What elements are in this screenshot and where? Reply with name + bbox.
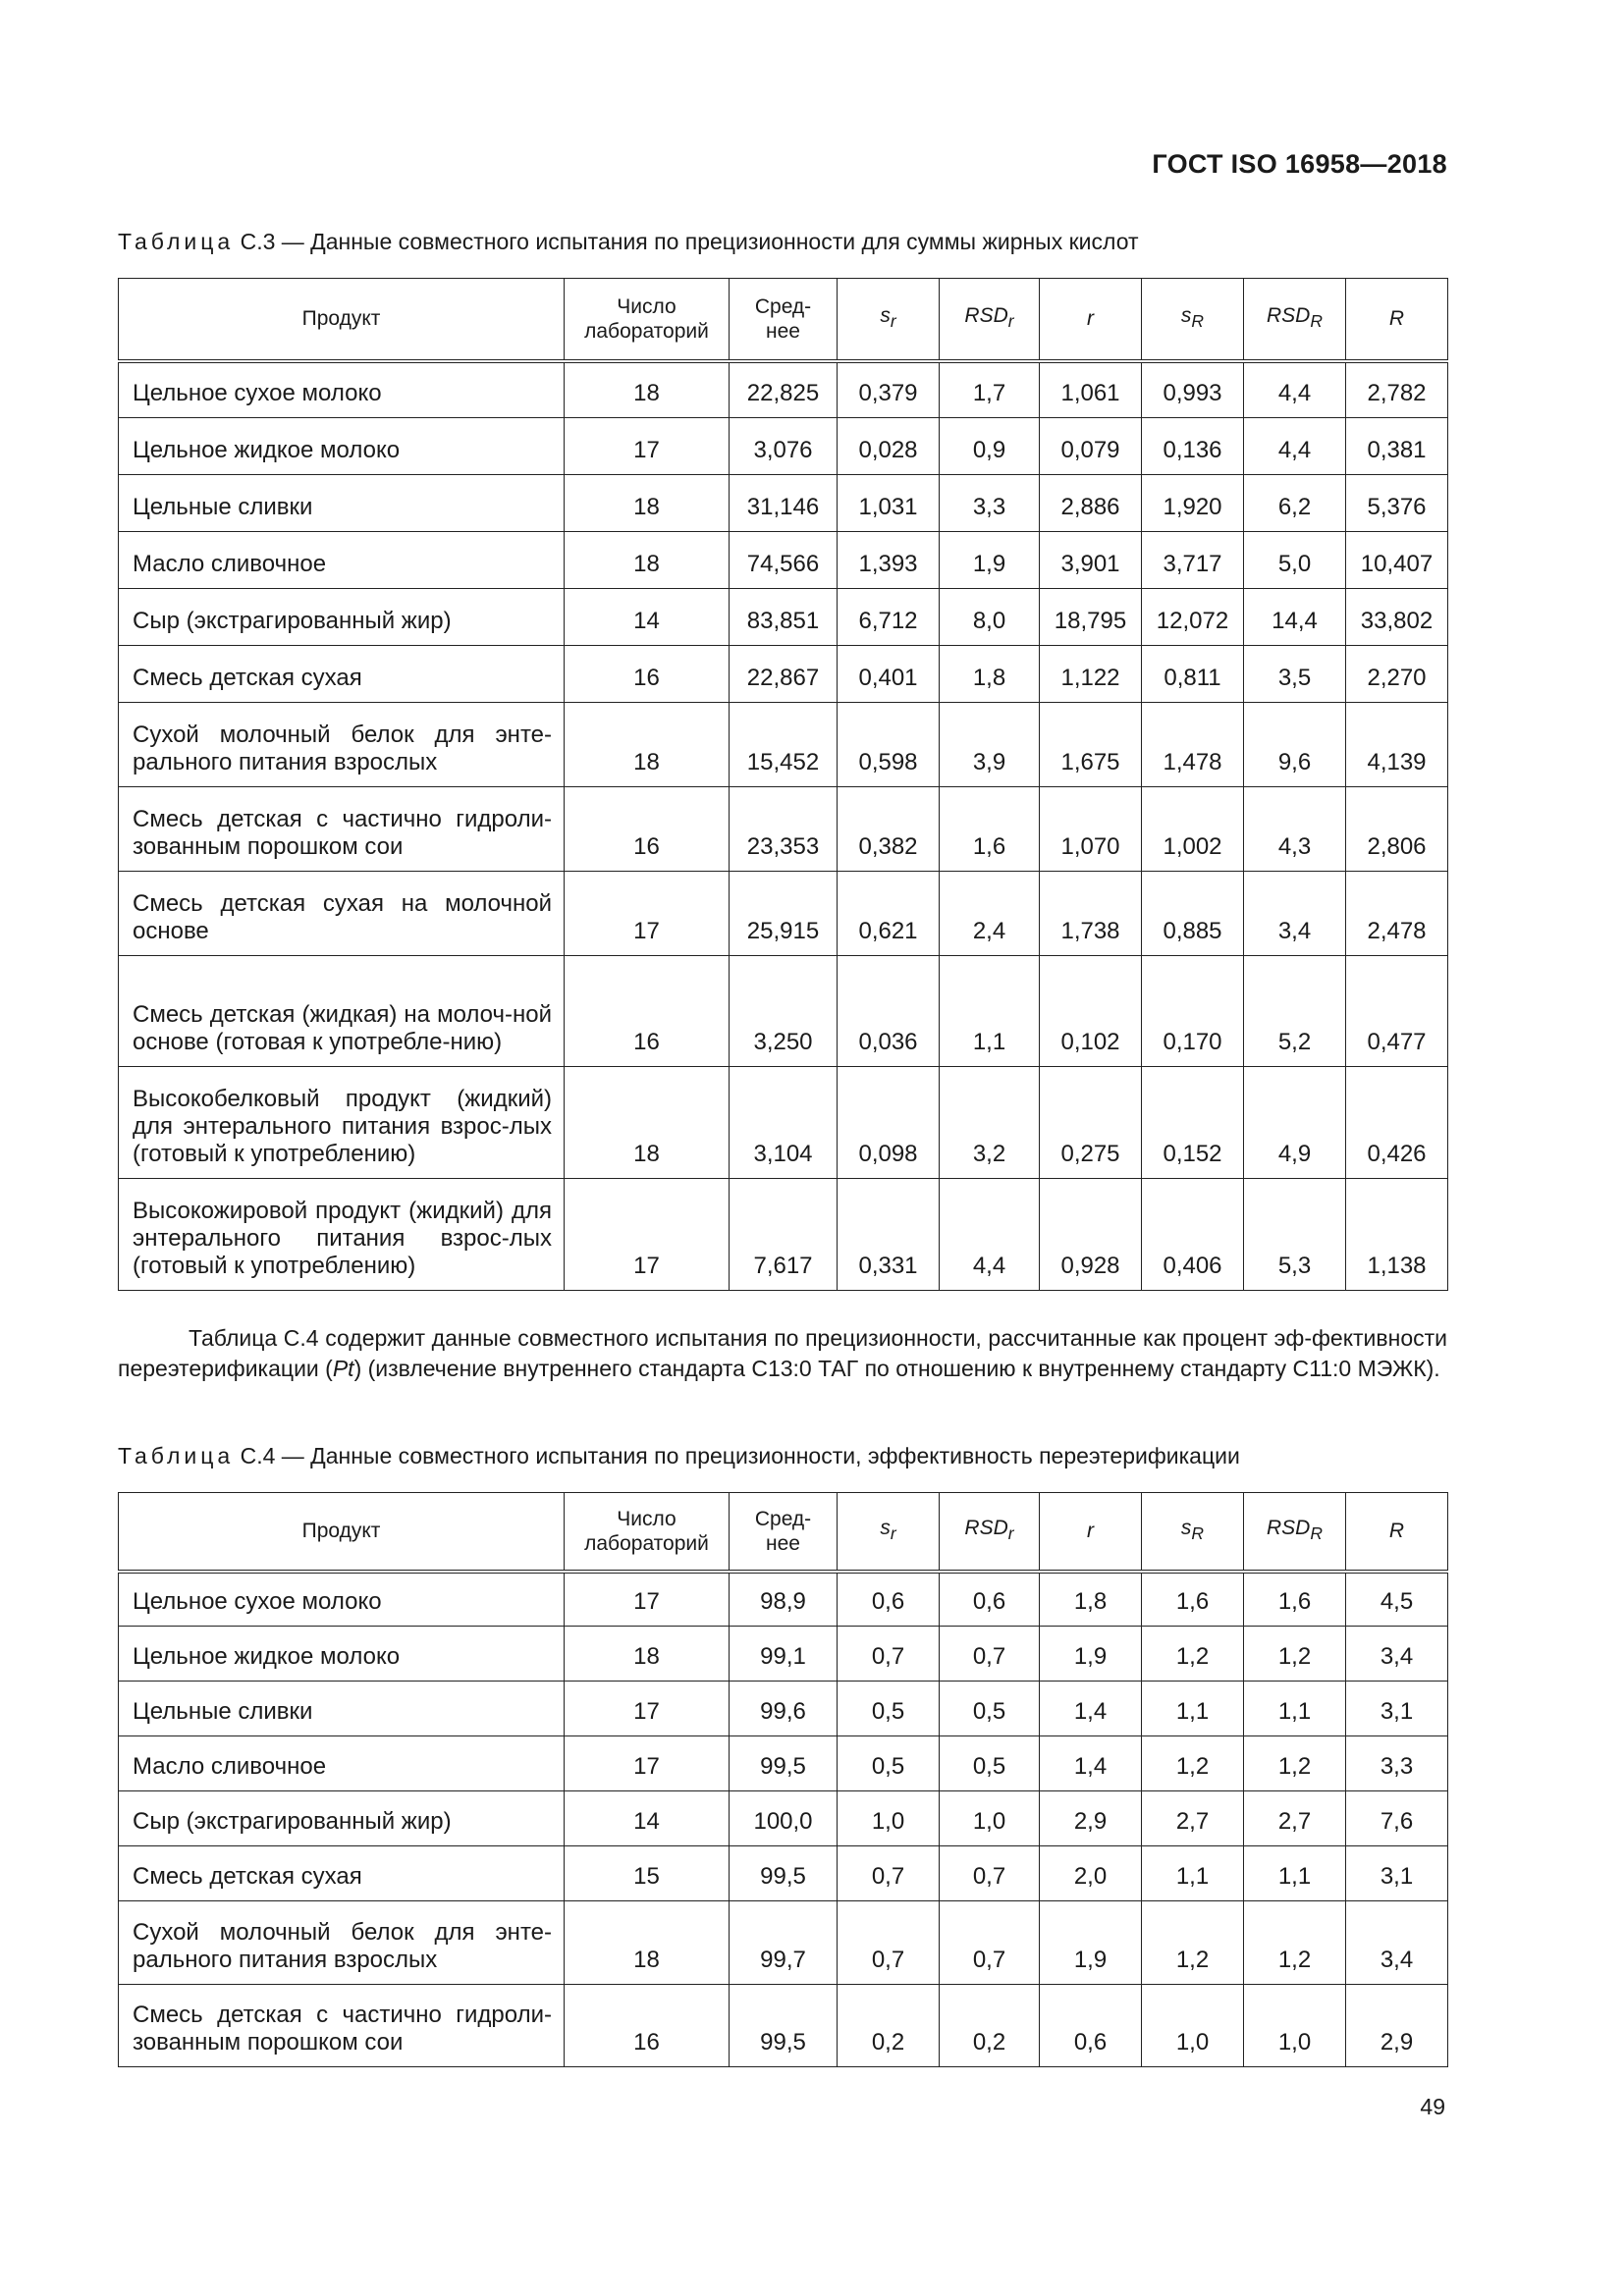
cell-sr: 1,0 <box>838 1791 940 1846</box>
table-row <box>119 1791 1448 1846</box>
cell-r: 1,9 <box>1040 1901 1142 1985</box>
cell-mean: 3,104 <box>730 1067 838 1179</box>
table-row <box>119 872 1448 956</box>
cell-mean: 99,5 <box>730 1985 838 2067</box>
cell-sr: 1,031 <box>838 475 940 532</box>
cell-r: 2,270 <box>1346 646 1448 703</box>
cell-mean: 99,5 <box>730 1846 838 1901</box>
col-header-rsdr: $RSD_r$ <box>940 279 1040 361</box>
cell-mean: 99,6 <box>730 1682 838 1736</box>
cell-r: 2,886 <box>1040 475 1142 532</box>
table-c3-caption-text: С.3 — Данные совместного испытания по прецизионности для суммы жирных кислот <box>234 229 1139 254</box>
table-row <box>119 1682 1448 1736</box>
cell-sr: 0,382 <box>838 787 940 872</box>
cell-rsdr: 5,2 <box>1244 956 1346 1067</box>
table-c4-caption-label: Таблица <box>118 1443 235 1468</box>
cell-sr: 1,1 <box>1142 1846 1244 1901</box>
table-row <box>119 956 1448 1067</box>
cell-labs: 17 <box>565 418 730 475</box>
cell-labs: 18 <box>565 361 730 418</box>
cell-labs: 18 <box>565 532 730 589</box>
cell-r: 2,806 <box>1346 787 1448 872</box>
cell-r: 2,9 <box>1040 1791 1142 1846</box>
table-row <box>119 532 1448 589</box>
cell-rsdr: 1,8 <box>940 646 1040 703</box>
cell-r: 10,407 <box>1346 532 1448 589</box>
cell-sr: 0,6 <box>838 1572 940 1627</box>
cell-product: Масло сливочное <box>119 532 565 589</box>
cell-product: Смесь детская сухая <box>119 646 565 703</box>
cell-r: 4,5 <box>1346 1572 1448 1627</box>
cell-r: 1,8 <box>1040 1572 1142 1627</box>
table-row <box>119 1901 1448 1985</box>
cell-sr: 1,920 <box>1142 475 1244 532</box>
cell-mean: 3,250 <box>730 956 838 1067</box>
cell-product: Смесь детская сухая на молочной основе <box>119 872 565 956</box>
cell-sr: 0,036 <box>838 956 940 1067</box>
cell-rsdr: 1,7 <box>940 361 1040 418</box>
cell-sr: 0,7 <box>838 1901 940 1985</box>
paragraph-text-before: Таблица С.4 содержит данные совместного испытания по прецизионности, рассчитанные как процент эф-фективности переэтерификации ( <box>118 1325 1447 1381</box>
cell-mean: 99,7 <box>730 1901 838 1985</box>
cell-rsdr: 1,0 <box>940 1791 1040 1846</box>
cell-product: Масло сливочное <box>119 1736 565 1791</box>
col-header-sr: $s_r$ <box>838 279 940 361</box>
table-row <box>119 589 1448 646</box>
cell-rsdr: 1,2 <box>1244 1736 1346 1791</box>
cell-r: 3,1 <box>1346 1846 1448 1901</box>
cell-labs: 18 <box>565 1901 730 1985</box>
cell-rsdr: 0,7 <box>940 1901 1040 1985</box>
cell-sr: 1,478 <box>1142 703 1244 787</box>
cell-r: 5,376 <box>1346 475 1448 532</box>
cell-labs: 16 <box>565 646 730 703</box>
col-header-mean: Сред- нее <box>730 1493 838 1572</box>
cell-labs: 18 <box>565 703 730 787</box>
cell-product: Цельное сухое молоко <box>119 1572 565 1627</box>
cell-product: Цельные сливки <box>119 1682 565 1736</box>
cell-mean: 83,851 <box>730 589 838 646</box>
cell-r: 1,061 <box>1040 361 1142 418</box>
cell-sr: 1,2 <box>1142 1627 1244 1682</box>
cell-sr: 12,072 <box>1142 589 1244 646</box>
cell-rsdr: 0,2 <box>940 1985 1040 2067</box>
cell-r: 3,3 <box>1346 1736 1448 1791</box>
cell-rsdr: 1,1 <box>1244 1682 1346 1736</box>
cell-sr: 6,712 <box>838 589 940 646</box>
cell-product: Цельное жидкое молоко <box>119 418 565 475</box>
cell-sr: 0,885 <box>1142 872 1244 956</box>
col-header-labs: Число лабораторий <box>565 279 730 361</box>
col-header-product: Продукт <box>119 1493 565 1572</box>
cell-product: Цельное жидкое молоко <box>119 1627 565 1682</box>
table-row <box>119 1179 1448 1291</box>
cell-product: Цельные сливки <box>119 475 565 532</box>
cell-sr: 0,7 <box>838 1846 940 1901</box>
col-header-r: r <box>1040 1493 1142 1572</box>
cell-sr: 0,401 <box>838 646 940 703</box>
table-row <box>119 1846 1448 1901</box>
col-header-rsdR: $RSD_R$ <box>1244 1493 1346 1572</box>
cell-sr: 0,028 <box>838 418 940 475</box>
table-row <box>119 1067 1448 1179</box>
cell-r: 2,782 <box>1346 361 1448 418</box>
cell-r: 1,122 <box>1040 646 1142 703</box>
cell-mean: 100,0 <box>730 1791 838 1846</box>
table-c4-header-row <box>119 1493 1448 1572</box>
cell-r: 2,9 <box>1346 1985 1448 2067</box>
cell-rsdr: 6,2 <box>1244 475 1346 532</box>
cell-r: 0,426 <box>1346 1067 1448 1179</box>
cell-sr: 0,5 <box>838 1736 940 1791</box>
cell-rsdr: 14,4 <box>1244 589 1346 646</box>
cell-rsdr: 3,5 <box>1244 646 1346 703</box>
cell-mean: 22,867 <box>730 646 838 703</box>
cell-sr: 0,598 <box>838 703 940 787</box>
cell-sr: 0,5 <box>838 1682 940 1736</box>
table-c3-header-row <box>119 279 1448 361</box>
cell-labs: 15 <box>565 1846 730 1901</box>
page-number: 49 <box>1420 2094 1445 2119</box>
cell-sr: 1,1 <box>1142 1682 1244 1736</box>
table-row <box>119 475 1448 532</box>
cell-r: 0,6 <box>1040 1985 1142 2067</box>
paragraph-text-after: ) (извлечение внутреннего стандарта С13:0 ТАГ по отношению к внутреннему стандарту С11:0 МЭЖК). <box>353 1356 1440 1381</box>
cell-r: 3,4 <box>1346 1627 1448 1682</box>
cell-product: Сухой молочный белок для энте-рального питания взрослых <box>119 1901 565 1985</box>
cell-rsdr: 0,5 <box>940 1736 1040 1791</box>
cell-mean: 15,452 <box>730 703 838 787</box>
cell-rsdr: 3,4 <box>1244 872 1346 956</box>
cell-labs: 16 <box>565 956 730 1067</box>
cell-r: 1,738 <box>1040 872 1142 956</box>
table-row <box>119 703 1448 787</box>
cell-sr: 0,152 <box>1142 1067 1244 1179</box>
cell-mean: 99,1 <box>730 1627 838 1682</box>
table-c3-caption <box>118 229 1139 255</box>
cell-sr: 2,7 <box>1142 1791 1244 1846</box>
cell-labs: 18 <box>565 1067 730 1179</box>
cell-sr: 0,379 <box>838 361 940 418</box>
cell-rsdr: 0,7 <box>940 1627 1040 1682</box>
cell-product: Смесь детская с частично гидроли-зованным порошком сои <box>119 787 565 872</box>
cell-rsdr: 1,6 <box>1244 1572 1346 1627</box>
table-row <box>119 1572 1448 1627</box>
col-header-mean: Сред- нее <box>730 279 838 361</box>
col-header-rsdR: $RSD_R$ <box>1244 279 1346 361</box>
col-header-r: r <box>1040 279 1142 361</box>
cell-sr: 1,393 <box>838 532 940 589</box>
col-header-labs: Число лабораторий <box>565 1493 730 1572</box>
cell-sr: 1,2 <box>1142 1736 1244 1791</box>
cell-sr: 0,098 <box>838 1067 940 1179</box>
cell-rsdr: 1,1 <box>940 956 1040 1067</box>
cell-product: Смесь детская с частично гидроли-зованным порошком сои <box>119 1985 565 2067</box>
cell-labs: 17 <box>565 1572 730 1627</box>
cell-rsdr: 9,6 <box>1244 703 1346 787</box>
table-row <box>119 646 1448 703</box>
cell-rsdr: 4,4 <box>1244 418 1346 475</box>
cell-rsdr: 5,0 <box>1244 532 1346 589</box>
cell-r: 3,901 <box>1040 532 1142 589</box>
cell-product: Цельное сухое молоко <box>119 361 565 418</box>
cell-mean: 98,9 <box>730 1572 838 1627</box>
cell-sr: 0,136 <box>1142 418 1244 475</box>
cell-rsdr: 8,0 <box>940 589 1040 646</box>
cell-rsdr: 0,9 <box>940 418 1040 475</box>
cell-r: 0,381 <box>1346 418 1448 475</box>
cell-labs: 16 <box>565 1985 730 2067</box>
cell-sr: 1,0 <box>1142 1985 1244 2067</box>
cell-mean: 7,617 <box>730 1179 838 1291</box>
table-c3 <box>118 278 1448 1291</box>
cell-mean: 31,146 <box>730 475 838 532</box>
table-c4 <box>118 1492 1448 2067</box>
cell-sr: 0,621 <box>838 872 940 956</box>
cell-rsdr: 4,4 <box>1244 361 1346 418</box>
cell-labs: 14 <box>565 589 730 646</box>
cell-mean: 23,353 <box>730 787 838 872</box>
cell-r: 18,795 <box>1040 589 1142 646</box>
cell-labs: 17 <box>565 1736 730 1791</box>
cell-labs: 17 <box>565 1682 730 1736</box>
table-row <box>119 418 1448 475</box>
cell-r: 2,478 <box>1346 872 1448 956</box>
cell-rsdr: 1,2 <box>1244 1901 1346 1985</box>
table-row <box>119 361 1448 418</box>
cell-mean: 3,076 <box>730 418 838 475</box>
cell-r: 1,4 <box>1040 1682 1142 1736</box>
table-c3-caption-label: Таблица <box>118 229 235 254</box>
cell-rsdr: 3,2 <box>940 1067 1040 1179</box>
cell-r: 1,070 <box>1040 787 1142 872</box>
cell-r: 33,802 <box>1346 589 1448 646</box>
cell-rsdr: 1,2 <box>1244 1627 1346 1682</box>
cell-product: Сыр (экстрагированный жир) <box>119 1791 565 1846</box>
cell-sr: 3,717 <box>1142 532 1244 589</box>
cell-rsdr: 1,9 <box>940 532 1040 589</box>
col-header-product: Продукт <box>119 279 565 361</box>
cell-r: 0,928 <box>1040 1179 1142 1291</box>
table-row <box>119 1985 1448 2067</box>
col-header-R: R <box>1346 279 1448 361</box>
cell-labs: 17 <box>565 1179 730 1291</box>
cell-rsdr: 2,7 <box>1244 1791 1346 1846</box>
cell-sr: 0,993 <box>1142 361 1244 418</box>
cell-labs: 16 <box>565 787 730 872</box>
cell-rsdr: 4,9 <box>1244 1067 1346 1179</box>
cell-rsdr: 4,3 <box>1244 787 1346 872</box>
cell-r: 1,9 <box>1040 1627 1142 1682</box>
col-header-R: R <box>1346 1493 1448 1572</box>
explanatory-paragraph <box>118 1323 1447 1384</box>
cell-product: Высокобелковый продукт (жидкий) для энтерального питания взрос-лых (готовый к употреблению) <box>119 1067 565 1179</box>
cell-sr: 0,331 <box>838 1179 940 1291</box>
paragraph-italic-pt: Pt <box>332 1356 354 1381</box>
cell-rsdr: 3,9 <box>940 703 1040 787</box>
cell-rsdr: 2,4 <box>940 872 1040 956</box>
cell-mean: 25,915 <box>730 872 838 956</box>
cell-r: 0,477 <box>1346 956 1448 1067</box>
cell-rsdr: 5,3 <box>1244 1179 1346 1291</box>
cell-sr: 1,2 <box>1142 1901 1244 1985</box>
cell-rsdr: 0,7 <box>940 1846 1040 1901</box>
cell-labs: 17 <box>565 872 730 956</box>
cell-sr: 1,002 <box>1142 787 1244 872</box>
cell-product: Смесь детская сухая <box>119 1846 565 1901</box>
cell-sr: 0,7 <box>838 1627 940 1682</box>
col-header-sr: $s_r$ <box>838 1493 940 1572</box>
cell-rsdr: 0,5 <box>940 1682 1040 1736</box>
cell-r: 1,675 <box>1040 703 1142 787</box>
cell-product: Сухой молочный белок для энте-рального питания взрослых <box>119 703 565 787</box>
table-c4-caption <box>118 1443 1240 1469</box>
col-header-sR: $s_R$ <box>1142 1493 1244 1572</box>
table-c4-caption-text: С.4 — Данные совместного испытания по прецизионности, эффективность переэтерификации <box>234 1443 1240 1468</box>
cell-mean: 22,825 <box>730 361 838 418</box>
cell-labs: 14 <box>565 1791 730 1846</box>
cell-product: Высокожировой продукт (жидкий) для энтерального питания взрос-лых (готовый к употреблению) <box>119 1179 565 1291</box>
cell-r: 2,0 <box>1040 1846 1142 1901</box>
cell-rsdr: 1,6 <box>940 787 1040 872</box>
col-header-sR: $s_R$ <box>1142 279 1244 361</box>
cell-r: 0,079 <box>1040 418 1142 475</box>
cell-rsdr: 1,0 <box>1244 1985 1346 2067</box>
cell-sr: 0,170 <box>1142 956 1244 1067</box>
cell-labs: 18 <box>565 475 730 532</box>
cell-sr: 1,6 <box>1142 1572 1244 1627</box>
cell-product: Сыр (экстрагированный жир) <box>119 589 565 646</box>
table-row <box>119 787 1448 872</box>
cell-labs: 18 <box>565 1627 730 1682</box>
cell-r: 7,6 <box>1346 1791 1448 1846</box>
cell-sr: 0,2 <box>838 1985 940 2067</box>
cell-sr: 0,811 <box>1142 646 1244 703</box>
cell-r: 1,4 <box>1040 1736 1142 1791</box>
cell-sr: 0,406 <box>1142 1179 1244 1291</box>
col-header-rsdr: $RSD_r$ <box>940 1493 1040 1572</box>
cell-r: 0,102 <box>1040 956 1142 1067</box>
cell-r: 4,139 <box>1346 703 1448 787</box>
cell-rsdr: 0,6 <box>940 1572 1040 1627</box>
cell-rsdr: 1,1 <box>1244 1846 1346 1901</box>
table-row <box>119 1736 1448 1791</box>
cell-r: 3,1 <box>1346 1682 1448 1736</box>
cell-r: 3,4 <box>1346 1901 1448 1985</box>
cell-rsdr: 3,3 <box>940 475 1040 532</box>
cell-r: 1,138 <box>1346 1179 1448 1291</box>
standard-designation: ГОСТ ISO 16958—2018 <box>1152 149 1447 179</box>
table-row <box>119 1627 1448 1682</box>
cell-rsdr: 4,4 <box>940 1179 1040 1291</box>
cell-r: 0,275 <box>1040 1067 1142 1179</box>
cell-product: Смесь детская (жидкая) на молоч-ной основе (готовая к употребле-нию) <box>119 956 565 1067</box>
cell-mean: 99,5 <box>730 1736 838 1791</box>
cell-mean: 74,566 <box>730 532 838 589</box>
